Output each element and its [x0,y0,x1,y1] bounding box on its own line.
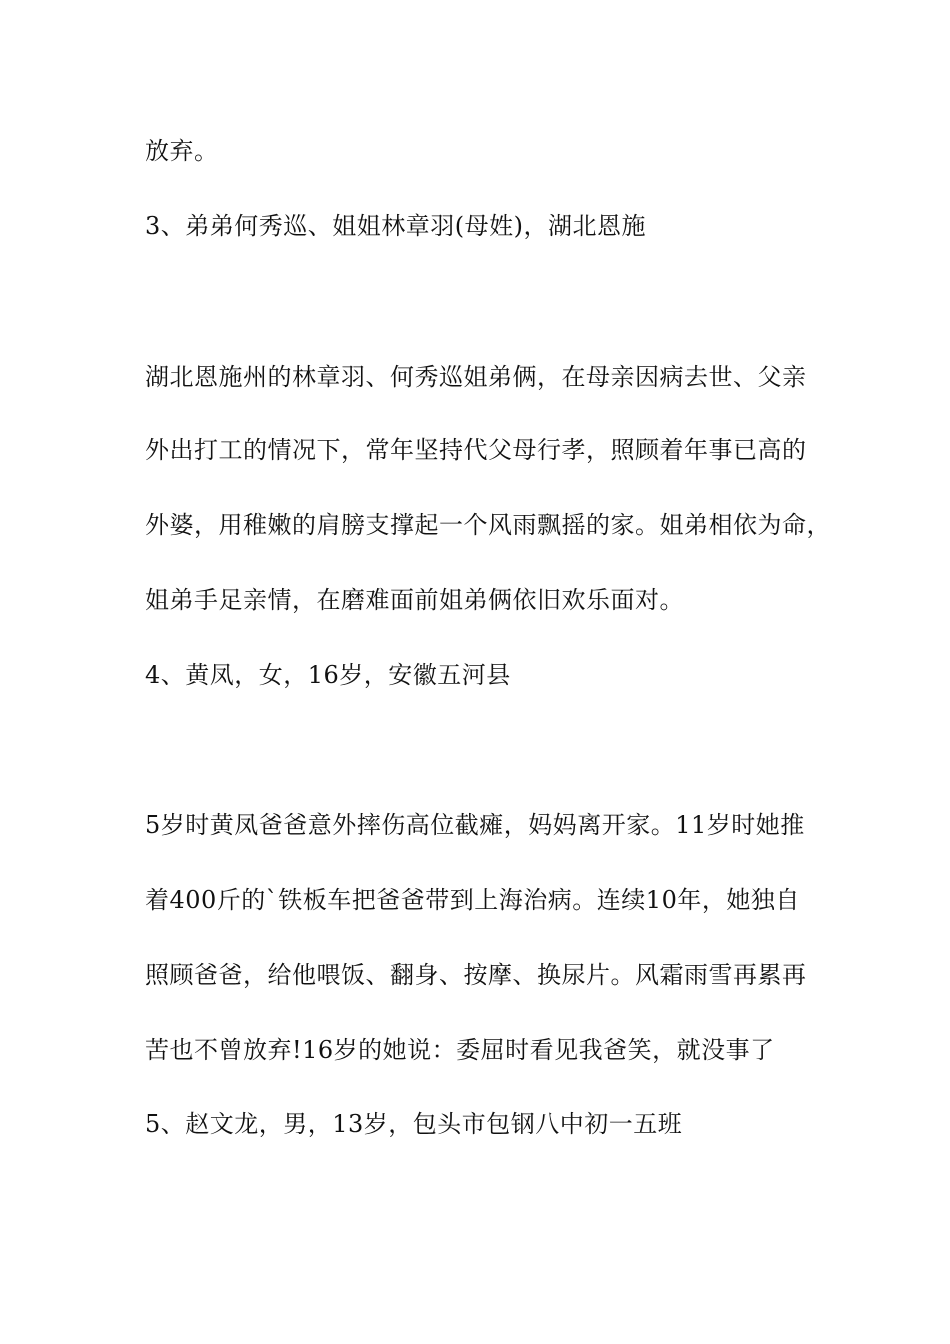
heading-item-3: 3、弟弟何秀巡、姐姐林章羽(母姓)，湖北恩施 [145,212,646,240]
paragraph-line: 5岁时黄凤爸爸意外摔伤高位截瘫，妈妈离开家。11岁时她推 [145,811,805,839]
paragraph-line: 外婆，用稚嫩的肩膀支撑起一个风雨飘摇的家。姐弟相依为命， [145,511,831,539]
paragraph-line: 苦也不曾放弃!16岁的她说：委屈时看见我爸笑，就没事了 [145,1036,775,1064]
paragraph-line: 姐弟手足亲情，在磨难面前姐弟俩依旧欢乐面对。 [145,586,684,614]
paragraph-line: 湖北恩施州的林章羽、何秀巡姐弟俩，在母亲因病去世、父亲 [145,363,807,391]
heading-item-5: 5、赵文龙，男，13岁，包头市包钢八中初一五班 [145,1110,683,1138]
paragraph-line: 照顾爸爸，给他喂饭、翻身、按摩、换尿片。风霜雨雪再累再 [145,961,807,989]
paragraph-line: 外出打工的情况下，常年坚持代父母行孝，照顾着年事已高的 [145,436,807,464]
text-line-fangqi: 放弃。 [145,137,219,165]
heading-item-4: 4、黄凤，女，16岁，安徽五河县 [145,661,511,689]
paragraph-line: 着400斤的`铁板车把爸爸带到上海治病。连续10年，她独自 [145,886,800,914]
